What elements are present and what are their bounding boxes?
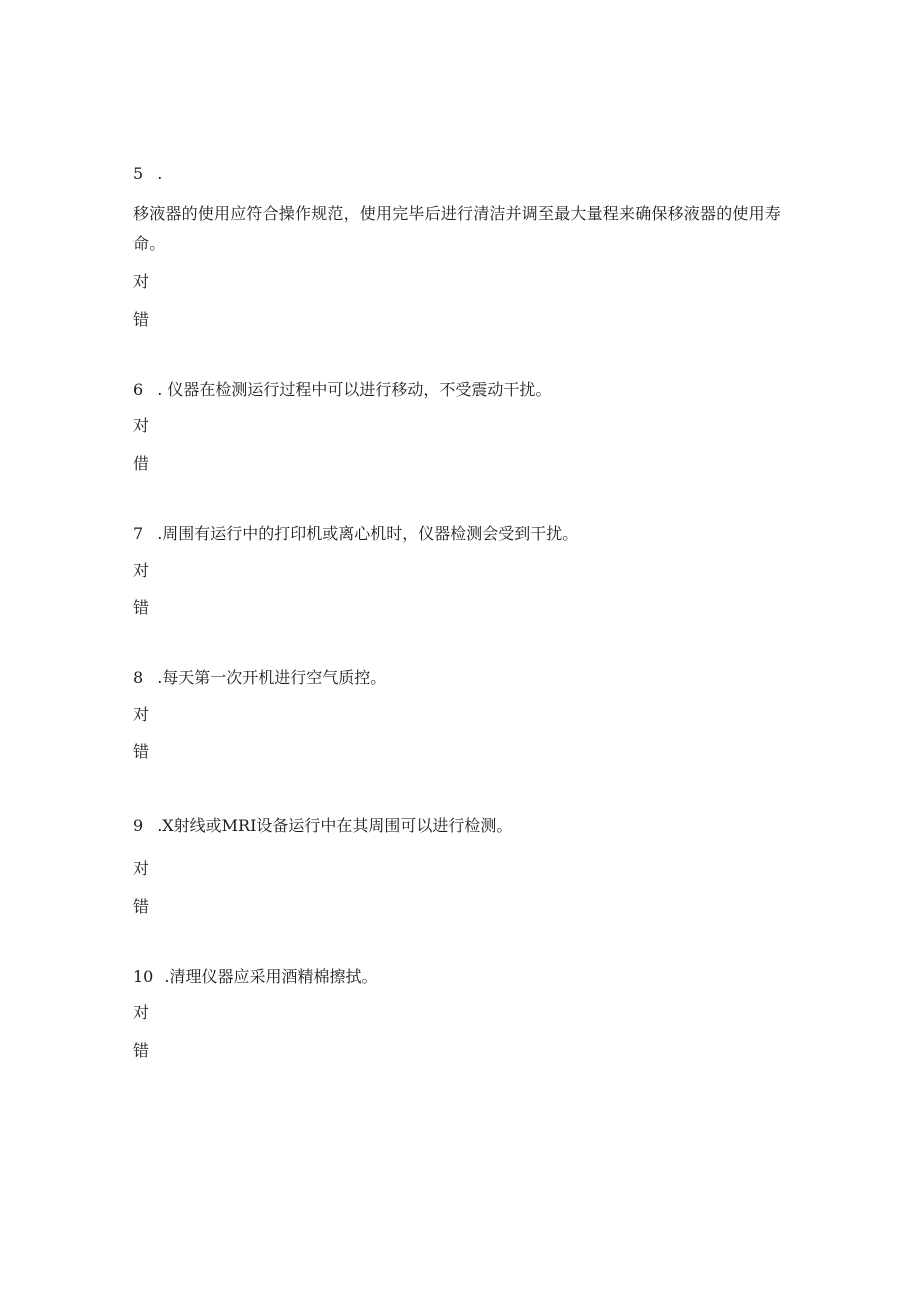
question-text: X射线或MRI设备运行中在其周围可以进行检测。 — [162, 816, 513, 835]
question-number: 10 — [133, 967, 154, 986]
question-6-option-false[interactable]: 借 — [133, 454, 150, 473]
question-9 — [133, 816, 512, 836]
question-10-option-true[interactable]: 对 — [133, 1003, 150, 1022]
question-7-option-true[interactable]: 对 — [133, 561, 150, 580]
question-9-option-true[interactable]: 对 — [133, 859, 150, 878]
question-6 — [133, 380, 551, 400]
question-8 — [133, 668, 386, 688]
question-dot: . — [157, 524, 163, 543]
question-8-option-true[interactable]: 对 — [133, 705, 150, 724]
question-dot: . — [157, 380, 163, 399]
question-5-text: 移液器的使用应符合操作规范，使用完毕后进行清洁并调至最大量程来确保移液器的使用寿命。 — [133, 204, 782, 253]
question-number: 6 — [133, 380, 144, 399]
question-5-number — [133, 164, 162, 184]
question-9-option-false[interactable]: 错 — [133, 897, 150, 916]
question-5-option-true[interactable]: 对 — [133, 272, 150, 291]
question-number: 9 — [133, 816, 144, 835]
question-number: 5 — [133, 164, 144, 183]
question-dot: . — [157, 164, 163, 183]
question-text: 清理仪器应采用酒精棉擦拭。 — [169, 967, 378, 986]
question-6-option-true[interactable]: 对 — [133, 416, 150, 435]
question-dot: . — [157, 816, 163, 835]
question-text: 仪器在检测运行过程中可以进行移动，不受震动干扰。 — [167, 380, 552, 399]
question-dot: . — [164, 967, 170, 986]
question-dot: . — [157, 668, 163, 687]
question-number: 7 — [133, 524, 144, 543]
question-10-option-false[interactable]: 错 — [133, 1041, 150, 1060]
question-7-option-false[interactable]: 错 — [133, 598, 150, 617]
question-10 — [133, 967, 377, 987]
question-8-option-false[interactable]: 错 — [133, 742, 150, 761]
question-number: 8 — [133, 668, 144, 687]
question-text: 周围有运行中的打印机或离心机时，仪器检测会受到干扰。 — [162, 524, 579, 543]
question-7 — [133, 524, 578, 544]
question-5-option-false[interactable]: 错 — [133, 310, 150, 329]
question-text: 每天第一次开机进行空气质控。 — [162, 668, 387, 687]
